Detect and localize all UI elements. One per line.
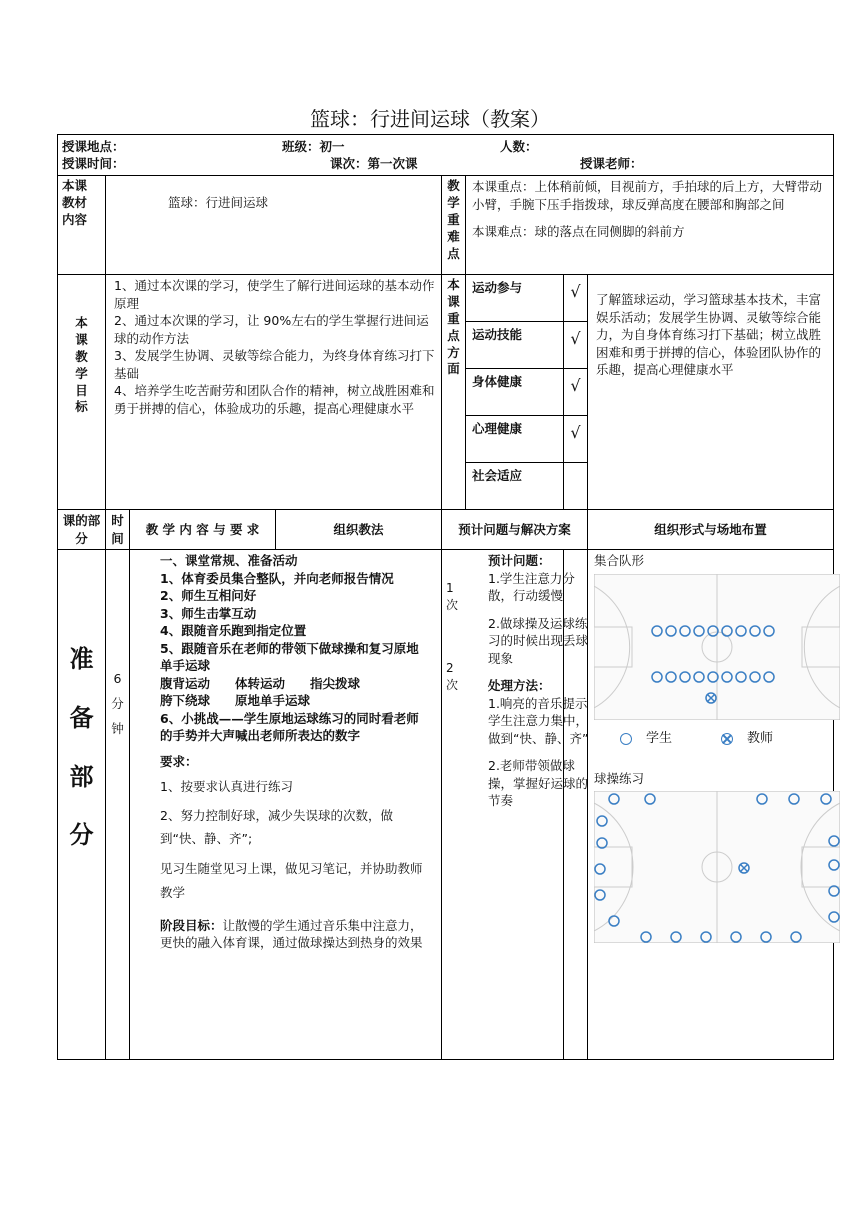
court-diagram-assembly xyxy=(594,574,840,720)
time-label: 授课时间： xyxy=(62,155,125,171)
req-item: 1、按要求认真进行练习 xyxy=(160,779,293,794)
check-mark: √ xyxy=(570,423,581,442)
content-text: 篮球：行进间运球 xyxy=(106,176,442,275)
prep-row xyxy=(58,550,834,1060)
court-diagram-ball-drill xyxy=(594,791,840,943)
col-method: 组织教法 xyxy=(276,510,442,550)
header-row xyxy=(58,135,834,176)
prep-step: 腹背运动 体转运动 指尖拨球 xyxy=(160,675,361,691)
difficulty: 本课难点：球的落点在同侧脚的斜前方 xyxy=(472,224,685,239)
aspects-list xyxy=(466,275,588,510)
check-mark: √ xyxy=(570,282,581,301)
col-formation: 组织形式与场地布置 xyxy=(588,510,834,550)
aspect-row: 心理健康 √ xyxy=(466,416,587,463)
formation-legend xyxy=(620,730,829,748)
stage-goal: 阶段目标：让散慢的学生通过音乐集中注意力，更快的融入体育课，通过做球操达到热身的效果 xyxy=(160,917,423,950)
problem-item: 2.做球操及运球练习的时候出现丢球现象 xyxy=(488,615,589,666)
col-content: 教 学 内 容 与 要 求 xyxy=(130,510,276,550)
formation1-label: 集合队形 xyxy=(594,553,645,568)
key-point: 本课重点：上体稍前倾，目视前方，手拍球的后上方，大臂带动小臂，手腕下压手指拨球，球反弹高度在腰部和胸部之间 xyxy=(472,179,823,212)
col-problems: 预计问题与解决方案 xyxy=(442,510,588,550)
aspect-row: 运动参与 √ xyxy=(466,275,587,322)
objectives-label: 本 课 教 学 目 标 xyxy=(58,275,106,510)
check-mark: √ xyxy=(570,329,581,348)
solution-item: 2.老师带领做球操，掌握好运球的节奏 xyxy=(488,758,589,808)
prep-step: 1、体育委员集合整队，并向老师报告情况 xyxy=(160,570,394,586)
lesson-label: 课次：第一次课 xyxy=(330,155,418,171)
people-label: 人数： xyxy=(500,138,538,154)
aspects-label: 本 课 重 点 方 面 xyxy=(442,275,466,510)
objective-item: 3、发展学生协调、灵敏等综合能力，为终身体育练习打下基础 xyxy=(114,348,435,381)
check-mark: √ xyxy=(570,376,581,395)
prep-step: 4、跟随音乐跑到指定位置 xyxy=(160,623,307,638)
location-label: 授课地点： xyxy=(62,138,125,154)
req-label: 要求： xyxy=(160,753,198,769)
prep-formation xyxy=(588,550,834,1060)
objectives-row xyxy=(58,275,834,510)
check-mark xyxy=(564,463,587,509)
formation2-label: 球操练习 xyxy=(594,770,645,786)
teacher-label: 授课老师： xyxy=(580,155,643,171)
content-label: 本课 教材 内容 xyxy=(58,176,106,275)
objective-item: 4、培养学生吃苦耐劳和团队合作的精神，树立战胜困难和勇于拼搏的信心，体验成功的乐趣，提高心理健康水平 xyxy=(114,383,435,416)
problems-label: 预计问题： xyxy=(488,553,551,568)
teacher-symbol-icon xyxy=(721,733,733,745)
rep-count: 1次 xyxy=(446,581,459,613)
col-part: 课的部分 xyxy=(58,510,106,550)
prep-step: 6、小挑战——学生原地运球练习的同时看老师的手势并大声喊出老师所表达的数字 xyxy=(160,710,419,743)
problem-item: 1.学生注意力分散，行动缓慢 xyxy=(488,570,575,603)
lesson-plan-table xyxy=(57,134,834,1060)
prep-step: 5、跟随音乐在老师的带领下做球操和复习原地单手运球 xyxy=(160,640,419,673)
col-time: 时间 xyxy=(106,510,130,550)
objective-item: 1、通过本次课的学习，使学生了解行进间运球的基本动作原理 xyxy=(114,278,435,311)
class-label: 班级：初一 xyxy=(282,138,345,154)
aspects-summary: 了解篮球运动，学习篮球基本技术，丰富娱乐活动；发展学生协调、灵敏等综合能力，为自身体育练习打下基础；树立战胜困难和勇于拼搏的信心，体验团队协作的乐趣，提高心理健康水平 xyxy=(588,275,834,510)
prep-part-label: 准 备 部 分 xyxy=(58,550,106,1060)
prep-content xyxy=(130,550,442,1060)
aspect-row: 运动技能 √ xyxy=(466,322,587,369)
prep-step: 胯下绕球 原地单手运球 xyxy=(160,693,311,708)
req-item: 见习生随堂见习上课，做见习笔记，并协助教师教学 xyxy=(160,861,423,900)
page-title: 篮球：行进间运球（教案） xyxy=(310,107,550,131)
prep-problems xyxy=(486,550,589,1060)
content-row xyxy=(58,176,834,275)
prep-step: 3、师生击掌互动 xyxy=(160,605,257,621)
legend-student: 学生 xyxy=(646,730,673,746)
prep-time: 6 分 钟 xyxy=(106,550,130,1060)
aspect-row: 身体健康 √ xyxy=(466,369,587,416)
solution-item: 1.响亮的音乐提示学生注意力集中，做到“快、静、齐” xyxy=(488,695,589,746)
prep-step: 一、课堂常规、准备活动 xyxy=(160,553,298,568)
solutions-label: 处理方法： xyxy=(488,678,551,693)
objective-item: 2、通过本次课的学习，让 90%左右的学生掌握行进间运球的动作方法 xyxy=(114,313,429,346)
keypoints-label: 教 学 重 难 点 xyxy=(442,176,466,275)
prep-step: 2、师生互相问好 xyxy=(160,588,257,603)
student-symbol-icon xyxy=(620,733,632,745)
rep-count: 2次 xyxy=(446,661,459,693)
column-header-row xyxy=(58,510,834,550)
legend-teacher: 教师 xyxy=(747,730,774,746)
req-item: 2、努力控制好球，减少失误球的次数，做到“快、静、齐”; xyxy=(160,807,393,847)
aspect-row: 社会适应 xyxy=(466,463,587,509)
